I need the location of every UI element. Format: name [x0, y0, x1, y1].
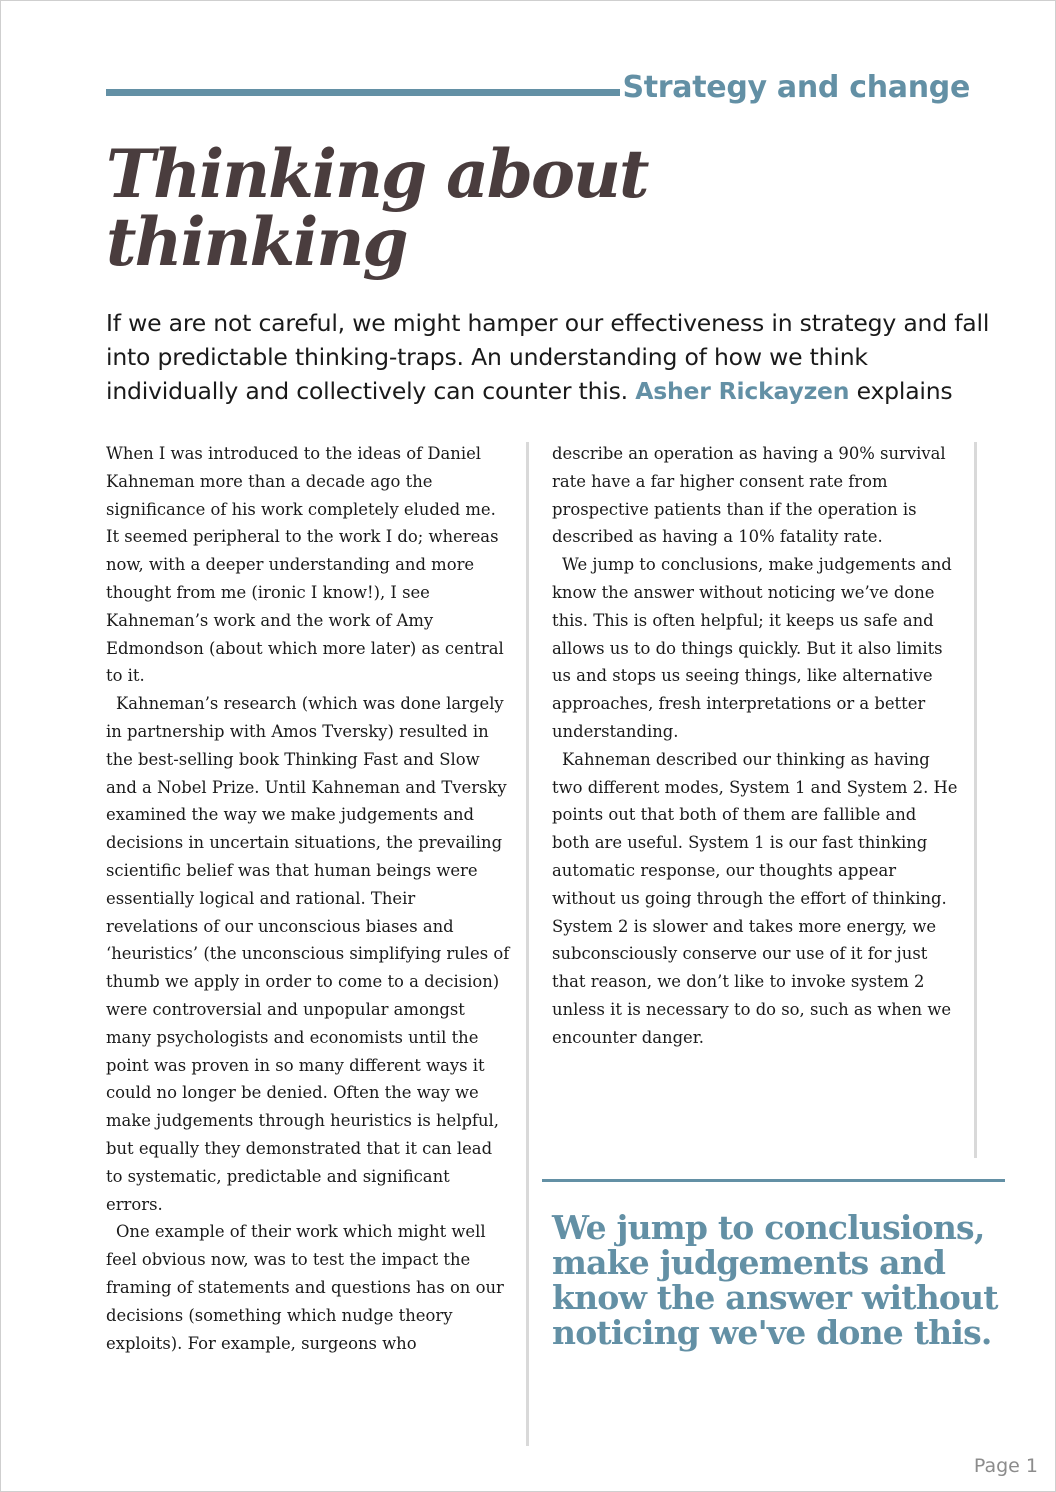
- body-paragraph: Kahneman described our thinking as having two different modes, System 1 and System 2. He points out that both of them are fallible and both are useful. System 1 is our fast thinking automatic response, our thoughts appear without us going through the effort of thinking. System 2 is slower and takes more energy, we subconsciously conserve our use of it for just that reason, we don’t like to invoke system 2 unless it is necessary to do so, such as when we encounter danger.: [552, 749, 958, 1047]
- author-name: Asher Rickayzen: [635, 377, 850, 405]
- article-title: Thinking about thinking: [106, 135, 648, 281]
- standfirst-lead: If we are not careful, we might hamper our effectiveness in strategy and fall into predictable thinking-traps. An understanding of how we think individually and collectively can counter this.: [106, 309, 990, 405]
- body-paragraph: One example of their work which might well feel obvious now, was to test the impact the framing of statements and questions has on our decisions (something which nudge theory exploits). For example, surgeons who: [106, 1222, 504, 1353]
- body-paragraph: Kahneman’s research (which was done largely in partnership with Amos Tversky) resulted in the best-selling book Thinking Fast and Slow and a Nobel Prize. Until Kahneman and Tversky examined the way we make judgements and decisions in uncertain situations, the prevailing scientific belief was that human beings were essentially logical and rational. Their revelations of our unconscious biases and ‘heuristics’ (the unconscious simplifying rules of thumb we apply in order to come to a decision) were controversial and unpopular amongst many psychologists and economists until the point was proven in so many different ways it could no longer be denied. Often the way we make judgements through heuristics is helpful, but equally they demonstrated that it can lead to systematic, predictable and significant errors.: [106, 694, 510, 1214]
- header-rule: [106, 89, 620, 96]
- pullquote-rule: [542, 1179, 1005, 1182]
- standfirst-tail: explains: [856, 377, 953, 405]
- column-divider: [526, 442, 529, 1446]
- column-divider: [974, 442, 977, 1158]
- body-column-right: [552, 440, 958, 1052]
- standfirst: [106, 306, 1006, 408]
- body-paragraph: describe an operation as having a 90% survival rate have a far higher consent rate from prospective patients than if the operation is described as having a 10% fatality rate.: [552, 444, 946, 547]
- body-paragraph: We jump to conclusions, make judgements and know the answer without noticing we’ve done this. This is often helpful; it keeps us safe and allows us to do things quickly. But it also limits us and stops us seeing things, like alternative approaches, fresh interpretations or a better understanding.: [552, 555, 952, 741]
- page-number: Page 1: [973, 1455, 1038, 1477]
- body-paragraph: When I was introduced to the ideas of Daniel Kahneman more than a decade ago the significance of his work completely eluded me. It seemed peripheral to the work I do; whereas now, with a deeper understanding and more thought from me (ironic I know!), I see Kahneman’s work and the work of Amy Edmondson (about which more later) as central to it.: [106, 444, 504, 686]
- section-label: Strategy and change: [622, 70, 970, 105]
- pullquote: We jump to conclusions, make judgements and know the answer without noticing we've done this.: [552, 1208, 998, 1352]
- body-column-left: [106, 440, 510, 1357]
